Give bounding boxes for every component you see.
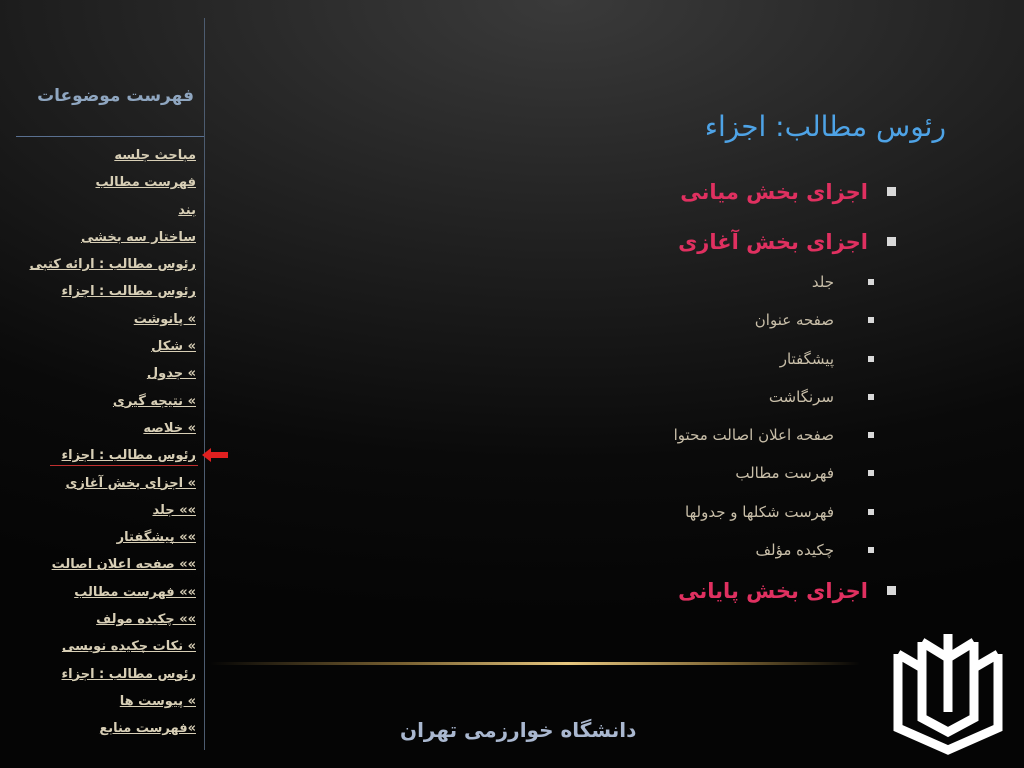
square-bullet-icon (868, 317, 874, 323)
toc-item[interactable]: فهرست مطالب (95, 175, 196, 191)
toc-item[interactable]: بند (178, 202, 196, 218)
bullet-text: جلد (811, 273, 834, 291)
square-bullet-icon (887, 586, 896, 595)
bullet-level2 (364, 378, 864, 416)
left-arrow-icon (202, 446, 230, 464)
bullet-level2 (364, 493, 864, 531)
square-bullet-icon (868, 279, 874, 285)
bullet-text: فهرست شکلها و جدولها (685, 502, 834, 521)
toc-item[interactable]: »» صفحه اعلان اصالت (51, 557, 196, 573)
current-item-underline (50, 465, 198, 466)
toc-item[interactable]: » جدول (146, 366, 196, 382)
toc-item[interactable]: »» فهرست مطالب (74, 584, 196, 600)
toc-item[interactable]: » شکل (151, 339, 196, 355)
bullet-text: اجزای بخش پایانی (678, 579, 868, 604)
bullet-text: پیشگفتار (779, 349, 834, 368)
bullet-level1 (364, 222, 868, 262)
footer-university-name: دانشگاه خوارزمی تهران (400, 718, 637, 742)
toc-item[interactable]: رئوس مطالب : ارائه کتبی (29, 257, 196, 273)
toc-item[interactable]: » نکات چکیده نویسی (61, 639, 196, 655)
toc-divider (16, 136, 204, 137)
bullet-text: صفحه عنوان (754, 311, 834, 330)
bullet-text: صفحه اعلان اصالت محتوا (673, 426, 834, 445)
slide-title: رئوس مطالب: اجزاء (704, 110, 946, 143)
bullet-level2 (364, 454, 864, 492)
bullet-level1 (364, 172, 868, 212)
square-bullet-icon (887, 237, 896, 246)
square-bullet-icon (868, 470, 874, 476)
toc-item[interactable]: مباحث جلسه (114, 148, 196, 163)
square-bullet-icon (868, 547, 874, 553)
bullet-text: اجزای بخش آغازی (678, 230, 868, 254)
footer-divider (210, 662, 860, 665)
square-bullet-icon (868, 432, 874, 438)
square-bullet-icon (868, 394, 874, 400)
bullet-level2 (364, 301, 864, 339)
square-bullet-icon (868, 356, 874, 362)
toc-item[interactable]: »فهرست منابع (99, 721, 196, 737)
toc-item[interactable]: » خلاصه (143, 420, 196, 436)
bullet-level2 (364, 531, 864, 569)
bullet-level1 (364, 571, 868, 611)
toc-item-current[interactable]: رئوس مطالب : اجزاء (61, 448, 196, 464)
toc-sidebar (16, 18, 205, 750)
bullet-level2 (364, 340, 864, 378)
bullet-text: سرنگاشت (768, 387, 834, 406)
bullet-text: چکیده مؤلف (755, 541, 834, 560)
toc-list (16, 142, 196, 743)
bullet-text: فهرست مطالب (735, 464, 834, 483)
toc-item[interactable]: » پیوست ها (119, 693, 196, 709)
toc-title: فهرست موضوعات (37, 86, 194, 106)
toc-item[interactable]: »» پیشگفتار (116, 530, 196, 546)
toc-item[interactable]: ساختار سه بخشی (80, 229, 196, 245)
toc-item[interactable]: » پانوشت (133, 311, 196, 327)
slide-content (364, 172, 868, 611)
square-bullet-icon (887, 187, 896, 196)
toc-item[interactable]: »» جلد (152, 502, 196, 518)
toc-item[interactable]: رئوس مطالب : اجزاء (61, 284, 196, 300)
toc-item[interactable]: » اجزای بخش آغازی (65, 475, 196, 491)
square-bullet-icon (868, 509, 874, 515)
bullet-level2 (364, 416, 864, 454)
bullet-text: اجزای بخش میانی (680, 180, 868, 204)
toc-item[interactable]: »» چکیده مولف (96, 612, 196, 628)
toc-item[interactable]: » نتیجه گیری (112, 393, 196, 409)
bullet-level2 (364, 263, 864, 301)
toc-item[interactable]: رئوس مطالب : اجزاء (61, 666, 196, 682)
university-logo-icon (892, 628, 1004, 756)
